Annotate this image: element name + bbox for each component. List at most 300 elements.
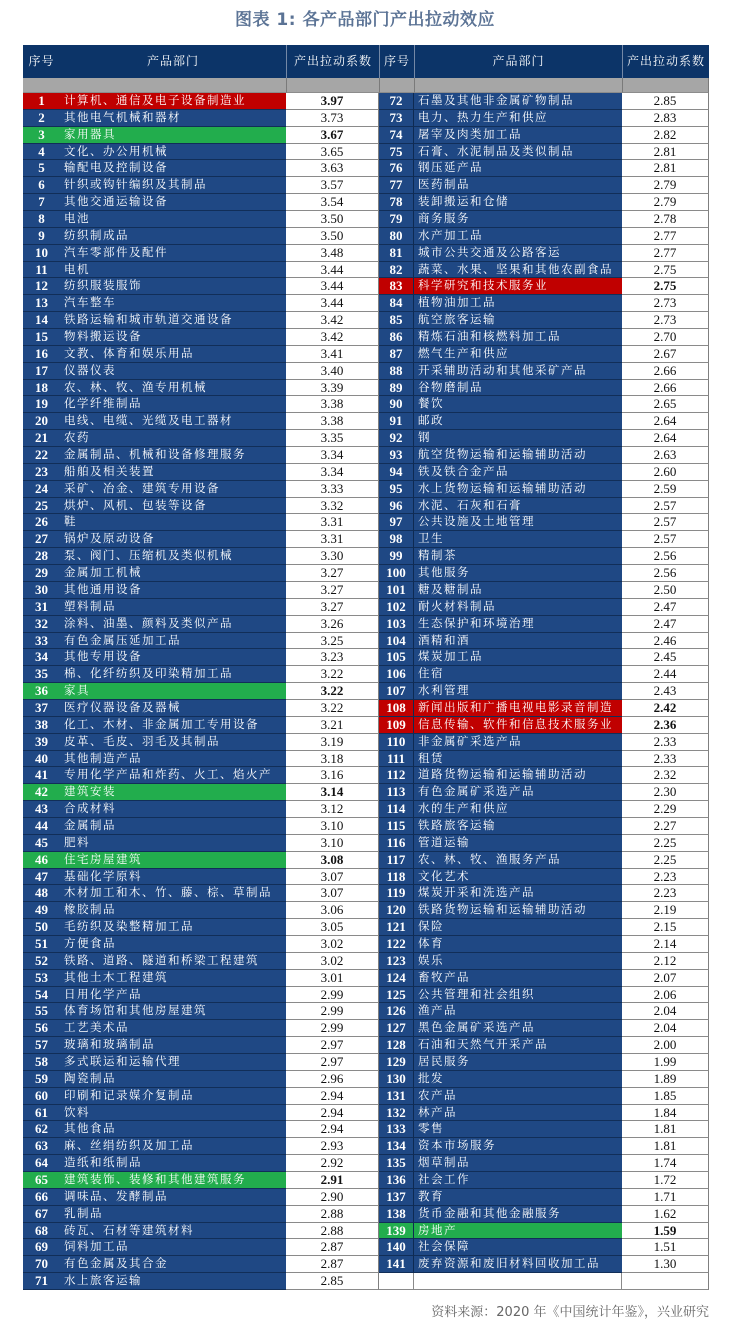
row-number: 136 — [379, 1172, 414, 1189]
coefficient-value: 2.66 — [622, 380, 709, 397]
row-number: 59 — [23, 1071, 60, 1088]
row-number: 98 — [379, 531, 414, 548]
department-name: 石膏、水泥制品及类似制品 — [414, 144, 622, 161]
row-number: 27 — [23, 531, 60, 548]
coefficient-value: 3.39 — [286, 380, 379, 397]
coefficient-value: 3.54 — [286, 194, 379, 211]
row-number: 10 — [23, 245, 60, 262]
department-name: 资本市场服务 — [414, 1138, 622, 1155]
coefficient-value: 3.23 — [286, 649, 379, 666]
department-name: 文教、体育和娱乐用品 — [60, 346, 286, 363]
department-name: 农药 — [60, 430, 286, 447]
row-number: 72 — [379, 93, 414, 110]
row-number: 122 — [379, 936, 414, 953]
table-row — [23, 312, 709, 329]
coefficient-value: 3.44 — [286, 262, 379, 279]
coefficient-value: 2.33 — [622, 751, 709, 768]
coefficient-value: 1.62 — [622, 1206, 709, 1223]
coefficient-value: 2.75 — [622, 262, 709, 279]
coefficient-value: 2.23 — [622, 885, 709, 902]
coefficient-value: 2.81 — [622, 160, 709, 177]
coefficient-value: 2.99 — [286, 1003, 379, 1020]
department-name: 谷物磨制品 — [414, 380, 622, 397]
coefficient-value: 2.79 — [622, 177, 709, 194]
row-number: 25 — [23, 498, 60, 515]
row-number: 45 — [23, 835, 60, 852]
coefficient-value: 3.26 — [286, 616, 379, 633]
department-name: 废弃资源和废旧材料回收加工品 — [414, 1256, 622, 1273]
department-name: 塑料制品 — [60, 599, 286, 616]
row-number: 94 — [379, 464, 414, 481]
row-number: 39 — [23, 734, 60, 751]
department-name: 公共管理和社会组织 — [414, 987, 622, 1004]
row-number: 119 — [379, 885, 414, 902]
department-name: 建筑安装 — [60, 784, 286, 801]
row-number: 50 — [23, 919, 60, 936]
department-name: 体育场馆和其他房屋建筑 — [60, 1003, 286, 1020]
coefficient-value: 2.63 — [622, 447, 709, 464]
department-name: 工艺美术品 — [60, 1020, 286, 1037]
row-number: 135 — [379, 1155, 414, 1172]
table-row — [23, 144, 709, 161]
row-number: 46 — [23, 852, 60, 869]
row-number: 44 — [23, 818, 60, 835]
row-number: 104 — [379, 633, 414, 650]
department-name: 农产品 — [414, 1088, 622, 1105]
coefficient-value: 3.10 — [286, 835, 379, 852]
department-name: 纺织制成品 — [60, 228, 286, 245]
row-number: 57 — [23, 1037, 60, 1054]
header-row-number-left: 序号 — [23, 45, 60, 78]
header-department-left: 产品部门 — [60, 45, 286, 78]
coefficient-value: 2.47 — [622, 616, 709, 633]
row-number: 113 — [379, 784, 414, 801]
department-name: 铁路、道路、隧道和桥梁工程建筑 — [60, 953, 286, 970]
department-name: 饲料加工品 — [60, 1239, 286, 1256]
department-name: 住宅房屋建筑 — [60, 852, 286, 869]
row-number: 28 — [23, 548, 60, 565]
row-number: 70 — [23, 1256, 60, 1273]
department-name: 电线、电缆、光缆及电工器材 — [60, 413, 286, 430]
row-number: 5 — [23, 160, 60, 177]
coefficient-value — [622, 1273, 709, 1290]
row-number: 1 — [23, 93, 60, 110]
table-row — [23, 649, 709, 666]
band-cell — [286, 78, 379, 93]
row-number: 13 — [23, 295, 60, 312]
table-row — [23, 177, 709, 194]
table-row — [23, 1273, 709, 1290]
department-name: 造纸和纸制品 — [60, 1155, 286, 1172]
row-number: 36 — [23, 683, 60, 700]
department-name: 水上旅客运输 — [60, 1273, 286, 1290]
table-row — [23, 1155, 709, 1172]
row-number: 123 — [379, 953, 414, 970]
table-row — [23, 852, 709, 869]
row-number: 134 — [379, 1138, 414, 1155]
coefficient-value: 2.33 — [622, 734, 709, 751]
coefficient-value: 2.78 — [622, 211, 709, 228]
department-name: 肥料 — [60, 835, 286, 852]
department-name: 开采辅助活动和其他采矿产品 — [414, 363, 622, 380]
department-name: 新闻出版和广播电视电影录音制造 — [414, 700, 622, 717]
coefficient-value: 2.97 — [286, 1054, 379, 1071]
department-name: 耐火材料制品 — [414, 599, 622, 616]
department-name: 毛纺织及染整精加工品 — [60, 919, 286, 936]
coefficient-value: 2.99 — [286, 987, 379, 1004]
table-row — [23, 548, 709, 565]
row-number: 108 — [379, 700, 414, 717]
row-number: 121 — [379, 919, 414, 936]
row-number: 12 — [23, 278, 60, 295]
department-name: 其他制造产品 — [60, 751, 286, 768]
coefficient-value: 3.08 — [286, 852, 379, 869]
table-row — [23, 1172, 709, 1189]
table-row — [23, 953, 709, 970]
coefficient-value: 3.16 — [286, 767, 379, 784]
coefficient-value: 2.47 — [622, 599, 709, 616]
coefficient-value: 2.36 — [622, 717, 709, 734]
header-row-number-right: 序号 — [379, 45, 414, 78]
department-name: 装卸搬运和仓储 — [414, 194, 622, 211]
row-number: 81 — [379, 245, 414, 262]
row-number: 37 — [23, 700, 60, 717]
row-number: 92 — [379, 430, 414, 447]
table-row — [23, 784, 709, 801]
row-number: 101 — [379, 582, 414, 599]
table-row — [23, 380, 709, 397]
row-number: 56 — [23, 1020, 60, 1037]
department-name: 文化、办公用机械 — [60, 144, 286, 161]
department-name: 化学纤维制品 — [60, 396, 286, 413]
row-number: 138 — [379, 1206, 414, 1223]
coefficient-value: 2.94 — [286, 1088, 379, 1105]
table-row — [23, 295, 709, 312]
row-number: 20 — [23, 413, 60, 430]
band-cell — [414, 78, 622, 93]
department-name: 汽车零部件及配件 — [60, 245, 286, 262]
row-number: 8 — [23, 211, 60, 228]
row-number: 82 — [379, 262, 414, 279]
table-row — [23, 1256, 709, 1273]
coefficient-value: 3.44 — [286, 295, 379, 312]
department-name: 家具 — [60, 683, 286, 700]
coefficient-value: 3.27 — [286, 582, 379, 599]
row-number: 115 — [379, 818, 414, 835]
coefficient-value: 3.38 — [286, 413, 379, 430]
table-row — [23, 936, 709, 953]
table-row — [23, 1054, 709, 1071]
table-row — [23, 1189, 709, 1206]
coefficient-value: 2.87 — [286, 1239, 379, 1256]
coefficient-value: 3.02 — [286, 936, 379, 953]
coefficient-value: 3.14 — [286, 784, 379, 801]
table-row — [23, 346, 709, 363]
row-number: 106 — [379, 666, 414, 683]
table-row — [23, 700, 709, 717]
coefficient-value: 1.99 — [622, 1054, 709, 1071]
coefficient-value: 1.51 — [622, 1239, 709, 1256]
row-number: 120 — [379, 902, 414, 919]
coefficient-value: 3.40 — [286, 363, 379, 380]
row-number: 53 — [23, 970, 60, 987]
department-name: 金属加工机械 — [60, 565, 286, 582]
department-name: 纺织服装服饰 — [60, 278, 286, 295]
department-name: 信息传输、软件和信息技术服务业 — [414, 717, 622, 734]
row-number: 7 — [23, 194, 60, 211]
department-name: 农、林、牧、渔服务产品 — [414, 852, 622, 869]
department-name: 水的生产和供应 — [414, 801, 622, 818]
coefficient-value: 2.91 — [286, 1172, 379, 1189]
row-number: 76 — [379, 160, 414, 177]
row-number: 73 — [379, 110, 414, 127]
coefficient-value: 3.27 — [286, 565, 379, 582]
row-number: 140 — [379, 1239, 414, 1256]
coefficient-value: 3.31 — [286, 514, 379, 531]
coefficient-value: 2.60 — [622, 464, 709, 481]
table-row — [23, 1121, 709, 1138]
row-number: 38 — [23, 717, 60, 734]
coefficient-value: 3.73 — [286, 110, 379, 127]
output-multiplier-table — [23, 45, 709, 1290]
coefficient-value: 1.85 — [622, 1088, 709, 1105]
row-number: 97 — [379, 514, 414, 531]
department-name: 建筑装饰、装修和其他建筑服务 — [60, 1172, 286, 1189]
department-name: 皮革、毛皮、羽毛及其制品 — [60, 734, 286, 751]
row-number: 17 — [23, 363, 60, 380]
row-number: 66 — [23, 1189, 60, 1206]
row-number: 100 — [379, 565, 414, 582]
department-name: 黑色金属矿采选产品 — [414, 1020, 622, 1037]
department-name: 电力、热力生产和供应 — [414, 110, 622, 127]
row-number: 126 — [379, 1003, 414, 1020]
coefficient-value: 1.81 — [622, 1121, 709, 1138]
coefficient-value: 2.66 — [622, 363, 709, 380]
department-name: 有色金属矿采选产品 — [414, 784, 622, 801]
table-row — [23, 211, 709, 228]
coefficient-value: 3.33 — [286, 481, 379, 498]
department-name: 多式联运和运输代理 — [60, 1054, 286, 1071]
row-number: 58 — [23, 1054, 60, 1071]
table-row — [23, 616, 709, 633]
row-number: 60 — [23, 1088, 60, 1105]
department-name: 水利管理 — [414, 683, 622, 700]
table-row — [23, 683, 709, 700]
table-row — [23, 464, 709, 481]
coefficient-value: 3.41 — [286, 346, 379, 363]
table-row — [23, 514, 709, 531]
row-number: 132 — [379, 1105, 414, 1122]
coefficient-value: 2.50 — [622, 582, 709, 599]
row-number: 22 — [23, 447, 60, 464]
department-name: 其他电气机械和器材 — [60, 110, 286, 127]
row-number: 107 — [379, 683, 414, 700]
row-number: 35 — [23, 666, 60, 683]
row-number: 96 — [379, 498, 414, 515]
table-row — [23, 481, 709, 498]
table-row — [23, 245, 709, 262]
table-row — [23, 869, 709, 886]
table-row — [23, 818, 709, 835]
department-name: 钢 — [414, 430, 622, 447]
department-name: 非金属矿采选产品 — [414, 734, 622, 751]
table-row — [23, 110, 709, 127]
department-name: 管道运输 — [414, 835, 622, 852]
department-name: 仪器仪表 — [60, 363, 286, 380]
coefficient-value: 2.04 — [622, 1003, 709, 1020]
coefficient-value: 1.84 — [622, 1105, 709, 1122]
department-name: 燃气生产和供应 — [414, 346, 622, 363]
department-name: 调味品、发酵制品 — [60, 1189, 286, 1206]
row-number: 95 — [379, 481, 414, 498]
department-name: 商务服务 — [414, 211, 622, 228]
coefficient-value: 3.44 — [286, 278, 379, 295]
row-number: 117 — [379, 852, 414, 869]
department-name: 金属制品、机械和设备修理服务 — [60, 447, 286, 464]
table-row — [23, 93, 709, 110]
coefficient-value: 2.77 — [622, 245, 709, 262]
row-number: 31 — [23, 599, 60, 616]
row-number: 74 — [379, 127, 414, 144]
department-name: 糖及糖制品 — [414, 582, 622, 599]
department-name: 体育 — [414, 936, 622, 953]
coefficient-value: 2.32 — [622, 767, 709, 784]
table-row — [23, 1037, 709, 1054]
row-number: 24 — [23, 481, 60, 498]
band-cell — [23, 78, 60, 93]
coefficient-value: 2.12 — [622, 953, 709, 970]
department-name: 卫生 — [414, 531, 622, 548]
coefficient-value: 3.12 — [286, 801, 379, 818]
department-name: 物料搬运设备 — [60, 329, 286, 346]
coefficient-value: 3.34 — [286, 447, 379, 464]
department-name: 汽车整车 — [60, 295, 286, 312]
coefficient-value: 2.79 — [622, 194, 709, 211]
row-number: 118 — [379, 869, 414, 886]
coefficient-value: 2.59 — [622, 481, 709, 498]
row-number: 41 — [23, 767, 60, 784]
table-row — [23, 970, 709, 987]
coefficient-value: 3.63 — [286, 160, 379, 177]
department-name: 其他交通运输设备 — [60, 194, 286, 211]
department-name: 饮料 — [60, 1105, 286, 1122]
header-spacer-band — [23, 78, 709, 93]
row-number: 75 — [379, 144, 414, 161]
coefficient-value: 2.25 — [622, 835, 709, 852]
department-name: 乳制品 — [60, 1206, 286, 1223]
department-name: 蔬菜、水果、坚果和其他农副食品 — [414, 262, 622, 279]
coefficient-value: 2.30 — [622, 784, 709, 801]
department-name: 家用器具 — [60, 127, 286, 144]
table-header-row — [23, 45, 709, 78]
row-number: 69 — [23, 1239, 60, 1256]
table-row — [23, 717, 709, 734]
table-row — [23, 262, 709, 279]
coefficient-value: 3.01 — [286, 970, 379, 987]
coefficient-value: 2.14 — [622, 936, 709, 953]
coefficient-value: 2.56 — [622, 548, 709, 565]
coefficient-value: 3.42 — [286, 329, 379, 346]
department-name: 基础化学原料 — [60, 869, 286, 886]
header-coefficient-left: 产出拉动系数 — [286, 45, 379, 78]
department-name: 水产加工品 — [414, 228, 622, 245]
row-number: 34 — [23, 649, 60, 666]
department-name: 医疗仪器设备及器械 — [60, 700, 286, 717]
coefficient-value: 2.94 — [286, 1121, 379, 1138]
table-body — [23, 93, 709, 1290]
header-department-right: 产品部门 — [414, 45, 622, 78]
row-number: 91 — [379, 413, 414, 430]
row-number: 79 — [379, 211, 414, 228]
coefficient-value: 2.15 — [622, 919, 709, 936]
coefficient-value: 2.85 — [286, 1273, 379, 1290]
row-number: 55 — [23, 1003, 60, 1020]
row-number: 19 — [23, 396, 60, 413]
coefficient-value: 3.34 — [286, 464, 379, 481]
coefficient-value: 1.81 — [622, 1138, 709, 1155]
department-name: 住宿 — [414, 666, 622, 683]
row-number: 137 — [379, 1189, 414, 1206]
department-name: 航空货物运输和运输辅助活动 — [414, 447, 622, 464]
row-number: 30 — [23, 582, 60, 599]
table-row — [23, 633, 709, 650]
figure-title: 图表 1: 各产品部门产出拉动效应 — [235, 10, 495, 30]
row-number: 90 — [379, 396, 414, 413]
row-number: 68 — [23, 1223, 60, 1240]
department-name: 铁路旅客运输 — [414, 818, 622, 835]
coefficient-value: 2.19 — [622, 902, 709, 919]
coefficient-value: 3.06 — [286, 902, 379, 919]
department-name: 钢压延产品 — [414, 160, 622, 177]
coefficient-value: 3.22 — [286, 683, 379, 700]
row-number: 131 — [379, 1088, 414, 1105]
department-name: 餐饮 — [414, 396, 622, 413]
row-number: 54 — [23, 987, 60, 1004]
source-note: 资料来源：2020 年《中国统计年鉴》，兴业研究 — [431, 1305, 709, 1320]
row-number: 88 — [379, 363, 414, 380]
coefficient-value: 2.92 — [286, 1155, 379, 1172]
department-name: 有色金属及其合金 — [60, 1256, 286, 1273]
coefficient-value: 2.67 — [622, 346, 709, 363]
row-number: 112 — [379, 767, 414, 784]
department-name: 棉、化纤纺织及印染精加工品 — [60, 666, 286, 683]
row-number: 77 — [379, 177, 414, 194]
table-row — [23, 430, 709, 447]
coefficient-value: 3.65 — [286, 144, 379, 161]
department-name: 渔产品 — [414, 1003, 622, 1020]
department-name: 船舶及相关装置 — [60, 464, 286, 481]
coefficient-value: 1.59 — [622, 1223, 709, 1240]
row-number: 105 — [379, 649, 414, 666]
coefficient-value: 1.71 — [622, 1189, 709, 1206]
table-row — [23, 767, 709, 784]
department-name: 专用化学产品和炸药、火工、焰火产 — [60, 767, 286, 784]
table-row — [23, 1206, 709, 1223]
row-number: 9 — [23, 228, 60, 245]
coefficient-value: 2.70 — [622, 329, 709, 346]
department-name: 方便食品 — [60, 936, 286, 953]
table-row — [23, 329, 709, 346]
coefficient-value: 2.44 — [622, 666, 709, 683]
department-name: 铁及铁合金产品 — [414, 464, 622, 481]
coefficient-value: 2.85 — [622, 93, 709, 110]
coefficient-value: 1.72 — [622, 1172, 709, 1189]
department-name: 道路货物运输和运输辅助活动 — [414, 767, 622, 784]
table-row — [23, 801, 709, 818]
row-number: 61 — [23, 1105, 60, 1122]
row-number: 14 — [23, 312, 60, 329]
table-row — [23, 413, 709, 430]
